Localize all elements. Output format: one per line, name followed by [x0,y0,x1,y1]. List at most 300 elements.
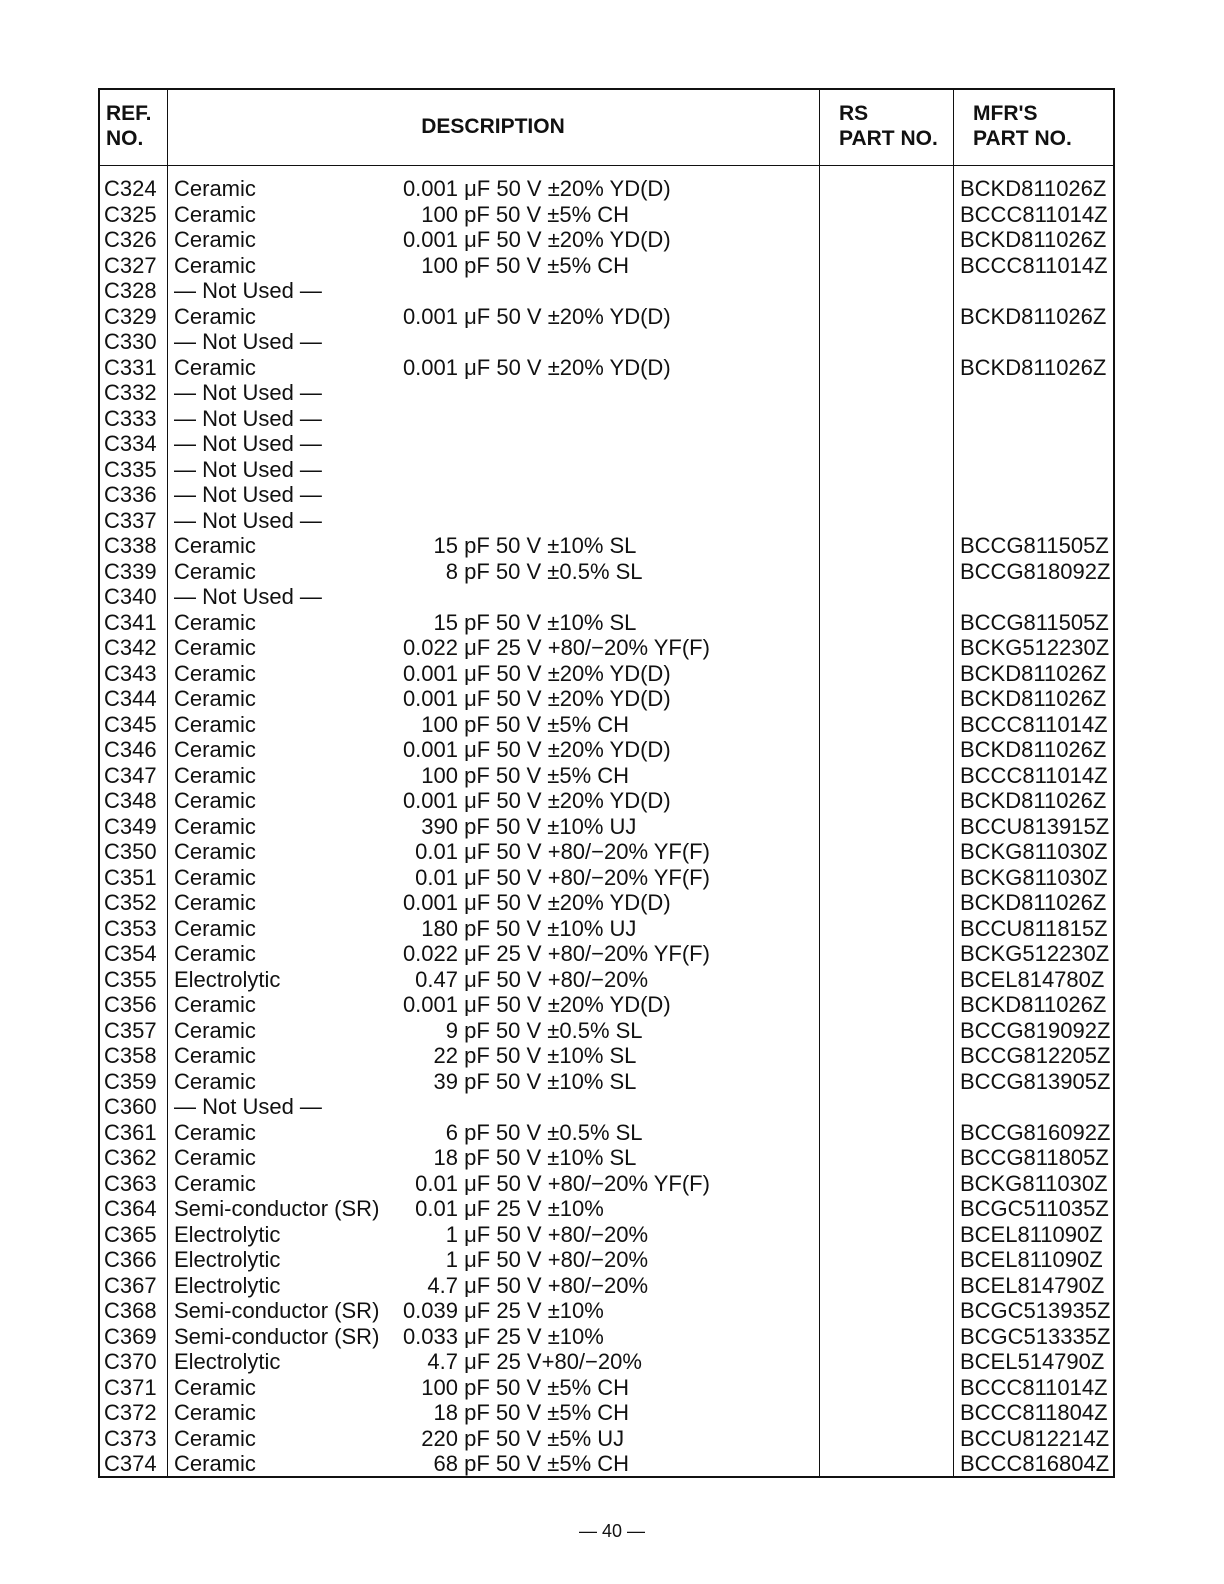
value-cell [354,202,654,228]
value-spec: μF 50 V +80/−20% YF(F) [464,1170,710,1196]
mfr-part-no-cell: BCCG811505Z [960,533,1109,558]
mfr-part-no-cell: BCCU811815Z [960,915,1108,941]
component-type-cell: Semi-conductor (SR) [174,1196,380,1221]
component-type-cell: — Not Used — [174,456,322,482]
ref-no-cell: C348 [104,788,157,813]
value-spec: pF 50 V ±5% UJ [464,1425,625,1451]
value-cell [354,941,710,967]
ref-no-cell: C335 [104,456,157,482]
value-cell [354,1222,654,1248]
ref-no-cell: C327 [104,252,157,278]
component-type-cell: Ceramic [174,1451,256,1476]
value-spec: μF 25 V +80/−20% YF(F) [464,635,710,660]
mfr-part-no-cell: BCCC811014Z [960,1374,1108,1400]
component-type-cell: Ceramic [174,635,256,660]
ref-no-cell: C367 [104,1272,157,1298]
value-number: 100 [421,252,458,278]
value-cell [354,967,654,993]
mfr-part-no-cell: BCEL814780Z [960,966,1105,992]
table-row [100,227,1113,253]
value-cell [354,253,654,279]
table-row [100,1247,1113,1273]
ref-no-cell: C355 [104,966,157,992]
component-type-cell: Ceramic [174,890,256,915]
value-spec: μF 50 V ±20% YD(D) [464,660,671,686]
ref-no-cell: C338 [104,533,157,558]
component-type-cell: — Not Used — [174,1094,322,1119]
value-cell [354,814,654,840]
mfr-part-no-cell: BCKG811030Z [960,864,1108,890]
component-type-cell: Ceramic [174,227,256,252]
value-number: 100 [421,762,458,788]
value-cell [354,1120,654,1146]
value-cell [354,1196,654,1222]
value-number: 100 [421,201,458,227]
value-spec: μF 50 V ±20% YD(D) [464,354,671,380]
mfr-part-no-cell: BCCG811505Z [960,609,1109,635]
component-type-cell: Ceramic [174,941,256,966]
value-cell [354,1094,654,1120]
value-spec: μF 50 V ±20% YD(D) [464,227,671,252]
mfr-part-no-cell: BCGC511035Z [960,1196,1109,1221]
value-cell [354,1247,654,1273]
mfr-part-no-cell: BCKD811026Z [960,737,1107,762]
ref-no-cell: C331 [104,354,157,380]
component-type-cell: Ceramic [174,992,256,1017]
value-cell [354,712,654,738]
ref-no-cell: C353 [104,915,157,941]
value-cell [354,533,654,559]
table-row [100,941,1113,967]
value-spec: μF 25 V ±10% [464,1323,604,1349]
ref-no-cell: C346 [104,737,157,762]
table-row [100,329,1113,355]
table-row [100,1426,1113,1452]
table-row [100,737,1113,763]
component-type-cell: Ceramic [174,1374,256,1400]
table-row [100,763,1113,789]
component-type-cell: Ceramic [174,1043,256,1068]
component-type-cell: Ceramic [174,864,256,890]
value-number: 0.01 [415,864,458,890]
value-cell [354,686,671,712]
table-row [100,457,1113,483]
component-type-cell: Ceramic [174,1425,256,1451]
value-number: 0.033 [402,1323,458,1349]
component-type-cell: Electrolytic [174,1349,281,1374]
value-spec: pF 50 V ±10% SL [464,609,637,635]
table-row [100,686,1113,712]
ref-no-cell: C339 [104,558,157,584]
value-spec: μF 50 V ±20% YD(D) [464,992,671,1017]
table-row [100,431,1113,457]
ref-no-cell: C364 [104,1196,157,1221]
table-row [100,1043,1113,1069]
table-row [100,967,1113,993]
header-mfr-part-no: MFR'S PART NO. [973,102,1072,150]
header-divider [100,165,1113,166]
value-spec: pF 50 V ±10% SL [464,1068,637,1094]
mfr-part-no-cell: BCCG819092Z [960,1017,1111,1043]
ref-no-cell: C342 [104,635,157,660]
component-type-cell: — Not Used — [174,507,322,533]
value-number: 39 [433,1068,458,1094]
value-number: 0.001 [402,227,458,252]
value-spec: μF 50 V +80/−20% YF(F) [464,864,710,890]
value-cell [354,1324,654,1350]
value-number: 4.7 [427,1272,458,1298]
value-cell [354,1375,654,1401]
value-cell [354,559,654,585]
table-row [100,1018,1113,1044]
table-row [100,508,1113,534]
ref-no-cell: C365 [104,1221,157,1247]
value-cell [354,635,710,661]
value-cell [354,227,671,253]
ref-no-cell: C336 [104,482,157,507]
value-number: 18 [433,1400,458,1425]
value-spec: pF 50 V ±0.5% SL [464,558,643,584]
ref-no-cell: C372 [104,1400,157,1425]
ref-no-cell: C329 [104,303,157,329]
value-number: 22 [433,1043,458,1068]
value-cell [354,329,654,355]
table-row [100,1145,1113,1171]
table-row [100,253,1113,279]
table-row [100,916,1113,942]
value-cell [354,1400,654,1426]
table-row [100,202,1113,228]
ref-no-cell: C350 [104,839,157,864]
mfr-part-no-cell: BCCG816092Z [960,1119,1111,1145]
ref-no-cell: C330 [104,329,157,354]
mfr-part-no-cell: BCKD811026Z [960,788,1107,813]
ref-no-cell: C345 [104,711,157,737]
ref-no-cell: C373 [104,1425,157,1451]
ref-no-cell: C369 [104,1323,157,1349]
value-spec: μF 50 V +80/−20% [464,966,649,992]
value-number: 0.01 [415,839,458,864]
value-number: 180 [421,915,458,941]
value-cell [354,482,654,508]
value-cell [354,584,654,610]
mfr-part-no-cell: BCCU812214Z [960,1425,1110,1451]
table-row [100,1324,1113,1350]
value-number: 0.47 [415,966,458,992]
mfr-part-no-cell: BCKD811026Z [960,176,1107,201]
mfr-part-no-cell: BCGC513935Z [960,1298,1111,1323]
table-row [100,712,1113,738]
component-type-cell: Ceramic [174,252,256,278]
component-type-cell: Ceramic [174,533,256,558]
component-type-cell: Ceramic [174,1145,256,1170]
value-cell [354,457,654,483]
value-number: 1 [445,1247,458,1272]
component-type-cell: Ceramic [174,1017,256,1043]
value-number: 0.039 [402,1298,458,1323]
table-row [100,584,1113,610]
value-cell [354,992,671,1018]
value-spec: pF 50 V ±10% UJ [464,915,637,941]
value-number: 15 [433,609,458,635]
value-spec: μF 25 V ±10% [464,1196,604,1221]
component-type-cell: Ceramic [174,1119,256,1145]
value-spec: pF 50 V ±5% CH [464,1400,630,1425]
value-number: 6 [445,1119,458,1145]
value-spec: pF 50 V ±5% CH [464,1374,630,1400]
table-row [100,1451,1113,1477]
table-row [100,1196,1113,1222]
component-type-cell: Electrolytic [174,1272,281,1298]
value-spec: μF 50 V ±20% YD(D) [464,303,671,329]
ref-no-cell: C374 [104,1451,157,1476]
table-row [100,890,1113,916]
table-row [100,355,1113,381]
ref-no-cell: C361 [104,1119,157,1145]
table-row [100,176,1113,202]
component-type-cell: — Not Used — [174,405,322,431]
value-spec: pF 50 V ±0.5% SL [464,1017,643,1043]
component-type-cell: Ceramic [174,788,256,813]
table-row [100,635,1113,661]
value-spec: μF 50 V ±20% YD(D) [464,737,671,762]
mfr-part-no-cell: BCKG811030Z [960,1170,1108,1196]
value-cell [354,763,654,789]
ref-no-cell: C371 [104,1374,157,1400]
component-type-cell: Ceramic [174,660,256,686]
component-type-cell: — Not Used — [174,431,322,456]
table-row [100,559,1113,585]
value-number: 4.7 [427,1349,458,1374]
header-rs-part-no: RS PART NO. [839,102,938,150]
component-type-cell: Ceramic [174,915,256,941]
table-row [100,661,1113,687]
mfr-part-no-cell: BCEL811090Z [960,1247,1103,1272]
mfr-part-no-cell: BCEL514790Z [960,1349,1105,1374]
component-type-cell: Semi-conductor (SR) [174,1298,380,1323]
value-cell [354,1349,654,1375]
value-number: 9 [445,1017,458,1043]
ref-no-cell: C368 [104,1298,157,1323]
mfr-part-no-cell: BCCC811014Z [960,201,1108,227]
component-type-cell: Ceramic [174,609,256,635]
value-cell [354,1069,654,1095]
component-type-cell: Ceramic [174,737,256,762]
component-type-cell: Semi-conductor (SR) [174,1323,380,1349]
value-spec: pF 50 V ±5% CH [464,252,630,278]
value-cell [354,1426,654,1452]
table-row [100,533,1113,559]
value-cell [354,660,671,687]
value-number: 220 [421,1425,458,1451]
ref-no-cell: C354 [104,941,157,966]
page-number: — 40 — [578,1521,646,1541]
mfr-part-no-cell: BCCC811014Z [960,711,1108,737]
component-type-cell: Electrolytic [174,1221,281,1247]
value-cell [354,737,671,763]
ref-no-cell: C363 [104,1170,157,1196]
value-cell [354,431,654,457]
table-row [100,1298,1113,1324]
mfr-part-no-cell: BCCU813915Z [960,813,1110,839]
value-number: 0.001 [402,354,458,380]
mfr-part-no-cell: BCKG512230Z [960,635,1110,660]
table-row [100,1400,1113,1426]
mfr-part-no-cell: BCKG512230Z [960,941,1110,966]
value-spec: μF 50 V ±20% YD(D) [464,788,671,813]
ref-no-cell: C358 [104,1043,157,1068]
value-cell [354,278,654,304]
value-cell [354,610,654,636]
header-description: DESCRIPTION [421,115,565,138]
ref-no-cell: C328 [104,278,157,303]
ref-no-cell: C351 [104,864,157,890]
ref-no-cell: C356 [104,992,157,1017]
component-type-cell: Electrolytic [174,966,281,992]
ref-no-cell: C326 [104,227,157,252]
ref-no-cell: C366 [104,1247,157,1272]
table-row [100,406,1113,432]
mfr-part-no-cell: BCCG818092Z [960,558,1111,584]
component-type-cell: Ceramic [174,839,256,864]
mfr-part-no-cell: BCEL811090Z [960,1221,1103,1247]
value-cell [354,176,671,202]
value-number: 0.022 [402,635,458,660]
component-type-cell: — Not Used — [174,482,322,507]
value-number: 100 [421,711,458,737]
value-number: 0.001 [402,660,458,686]
table-row [100,1222,1113,1248]
mfr-part-no-cell: BCCC811014Z [960,762,1108,788]
value-number: 0.001 [402,686,458,711]
ref-no-cell: C341 [104,609,157,635]
value-number: 0.001 [402,890,458,915]
ref-no-cell: C347 [104,762,157,788]
value-cell [354,864,710,891]
value-number: 390 [421,813,458,839]
value-number: 0.01 [415,1170,458,1196]
mfr-part-no-cell: BCKD811026Z [960,227,1107,252]
value-cell [354,380,654,406]
ref-no-cell: C352 [104,890,157,915]
table-row [100,839,1113,865]
component-type-cell: Ceramic [174,201,256,227]
ref-no-cell: C337 [104,507,157,533]
value-cell [354,839,710,865]
value-spec: μF 50 V +80/−20% [464,1247,649,1272]
value-cell [354,1043,654,1069]
component-type-cell: Ceramic [174,303,256,329]
ref-no-cell: C334 [104,431,157,456]
value-number: 0.001 [402,992,458,1017]
component-type-cell: Ceramic [174,558,256,584]
value-spec: pF 50 V ±5% CH [464,201,630,227]
table-row [100,1273,1113,1299]
mfr-part-no-cell: BCCC816804Z [960,1451,1110,1476]
mfr-part-no-cell: BCCG813905Z [960,1068,1111,1094]
component-type-cell: Ceramic [174,686,256,711]
value-spec: pF 50 V ±10% SL [464,1043,637,1068]
component-type-cell: — Not Used — [174,584,322,609]
value-spec: pF 50 V ±5% CH [464,762,630,788]
mfr-part-no-cell: BCEL814790Z [960,1272,1105,1298]
component-type-cell: Ceramic [174,711,256,737]
value-number: 15 [433,533,458,558]
value-spec: μF 50 V ±20% YD(D) [464,686,671,711]
value-number: 0.001 [402,303,458,329]
table-row [100,788,1113,814]
value-cell [354,1298,654,1324]
mfr-part-no-cell: BCKD811026Z [960,686,1107,711]
mfr-part-no-cell: BCCC811014Z [960,252,1108,278]
table-row [100,1069,1113,1095]
value-spec: pF 50 V ±0.5% SL [464,1119,643,1145]
ref-no-cell: C332 [104,380,157,405]
component-type-cell: Ceramic [174,354,256,380]
component-type-cell: — Not Used — [174,278,322,303]
value-number: 0.001 [402,788,458,813]
value-spec: pF 50 V ±10% SL [464,1145,637,1170]
value-cell [354,916,654,942]
ref-no-cell: C333 [104,405,157,431]
mfr-part-no-cell: BCKD811026Z [960,303,1107,329]
mfr-part-no-cell: BCCC811804Z [960,1400,1108,1425]
value-cell [354,1170,710,1197]
mfr-part-no-cell: BCGC513335Z [960,1323,1111,1349]
parts-table [98,88,1115,1478]
value-number: 8 [445,558,458,584]
mfr-part-no-cell: BCKG811030Z [960,839,1108,864]
table-row [100,992,1113,1018]
ref-no-cell: C340 [104,584,157,609]
ref-no-cell: C343 [104,660,157,686]
table-row [100,278,1113,304]
table-row [100,482,1113,508]
value-spec: μF 50 V ±20% YD(D) [464,176,671,201]
value-cell [354,890,671,916]
component-type-cell: — Not Used — [174,380,322,405]
component-type-cell: Ceramic [174,762,256,788]
value-spec: μF 50 V +80/−20% [464,1221,649,1247]
value-cell [354,1273,654,1299]
table-row [100,1094,1113,1120]
component-type-cell: Ceramic [174,1400,256,1425]
ref-no-cell: C324 [104,176,157,201]
value-spec: μF 25 V+80/−20% [464,1349,642,1374]
value-cell [354,354,671,381]
component-type-cell: Ceramic [174,1068,256,1094]
value-spec: μF 50 V +80/−20% YF(F) [464,839,710,864]
value-number: 0.001 [402,737,458,762]
table-row [100,1171,1113,1197]
value-spec: μF 25 V ±10% [464,1298,604,1323]
table-row [100,1375,1113,1401]
table-row [100,304,1113,330]
table-row [100,1349,1113,1375]
component-type-cell: Electrolytic [174,1247,281,1272]
table-row [100,610,1113,636]
ref-no-cell: C325 [104,201,157,227]
value-spec: μF 50 V ±20% YD(D) [464,890,671,915]
value-cell [354,406,654,432]
component-type-cell: Ceramic [174,176,256,201]
ref-no-cell: C370 [104,1349,157,1374]
value-number: 0.001 [402,176,458,201]
table-row [100,865,1113,891]
ref-no-cell: C359 [104,1068,157,1094]
value-spec: pF 50 V ±5% CH [464,1451,630,1476]
component-type-cell: — Not Used — [174,329,322,354]
